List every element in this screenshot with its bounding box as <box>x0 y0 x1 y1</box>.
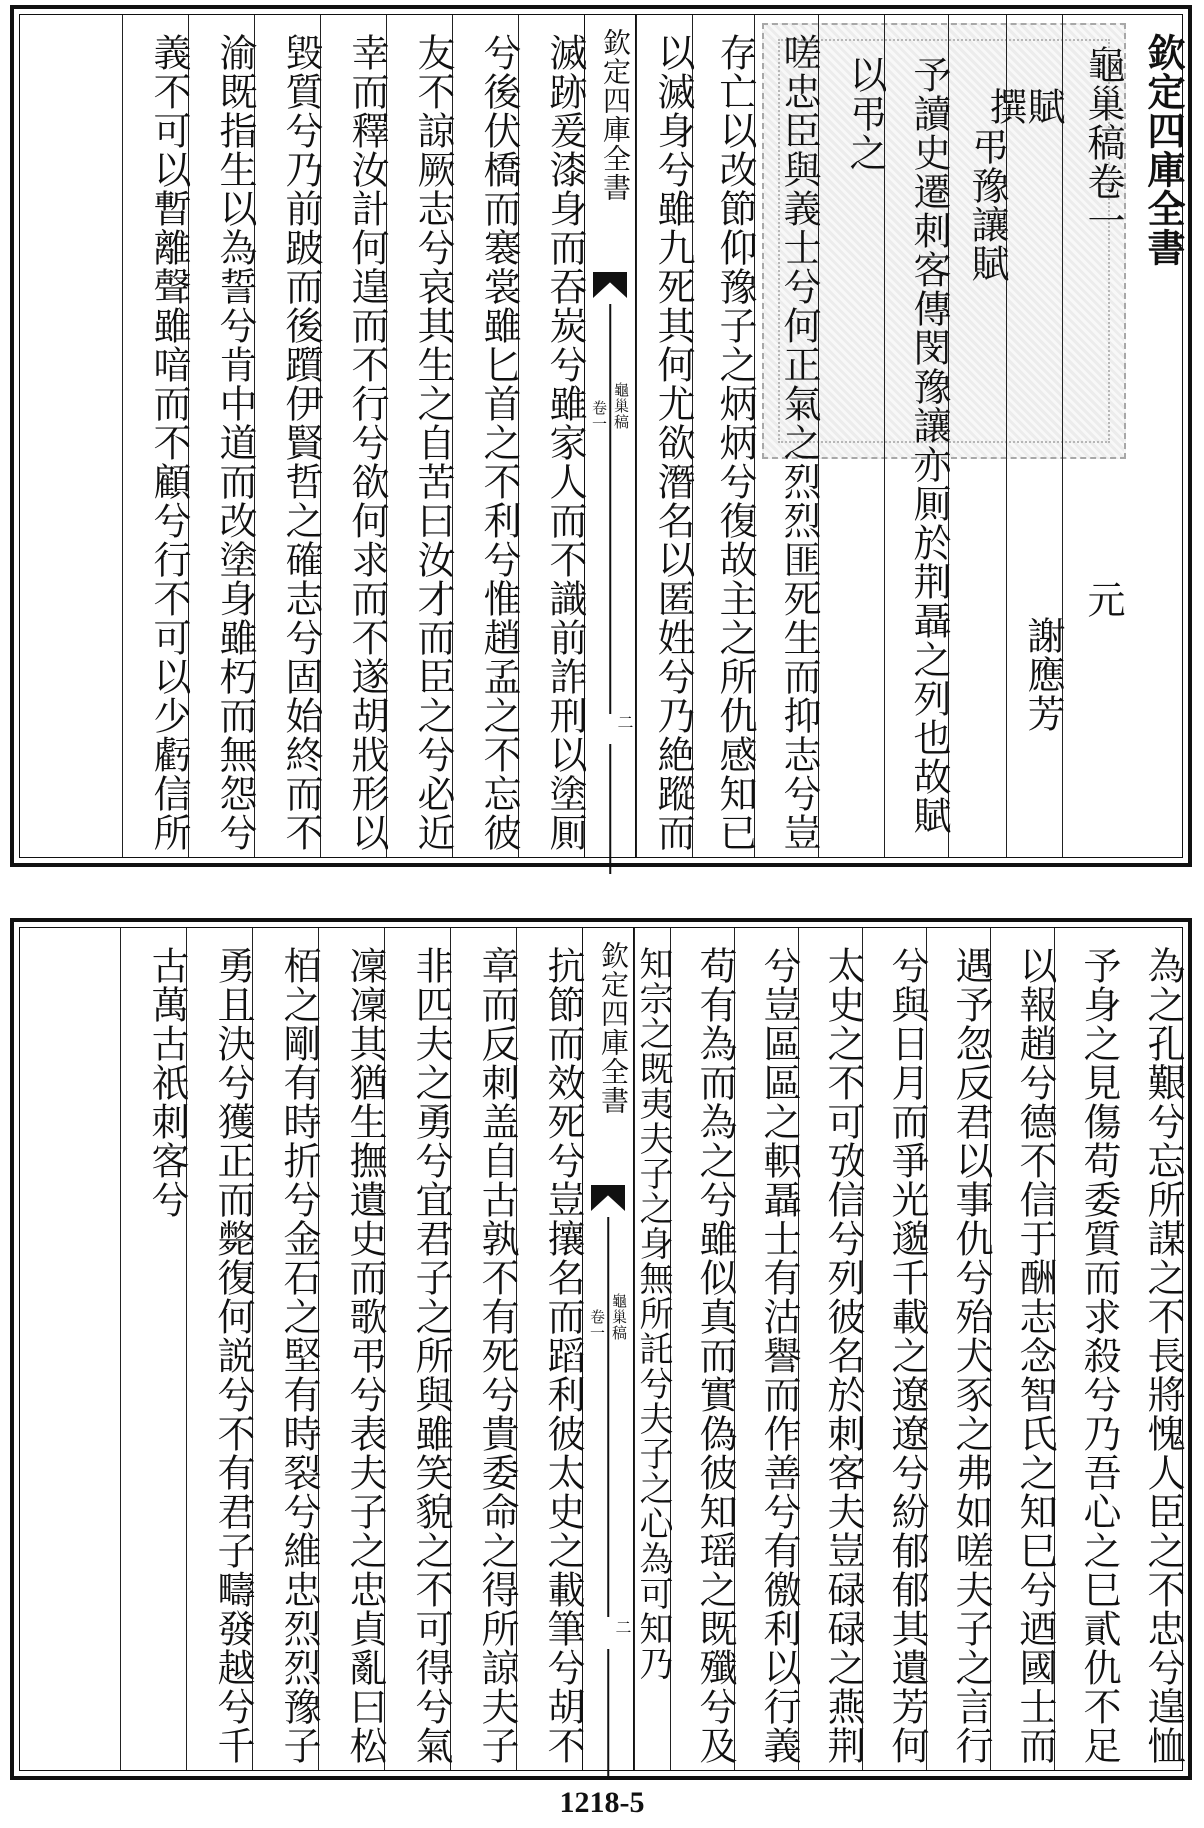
text-column: 渝既指生以為誓兮肯中道而改塗身雖朽而無怨兮 <box>188 15 254 857</box>
banner-lower-rule <box>609 744 611 874</box>
banner-page-number: 二 <box>615 714 634 730</box>
top-page-frame <box>19 14 1186 858</box>
text-column: 非匹夫之勇兮宜君子之所與雖笑貌之不可得兮氣 <box>384 928 450 1770</box>
text-column: 存亡以改節仰豫子之炳炳兮復故主之所仇感知已 <box>692 15 754 857</box>
text-column: 知宗之既夷夫子之身無所託兮夫子之心為可知乃 <box>634 928 670 1770</box>
text-column: 勇且決兮獲正而斃復何説兮不有君子疇發越兮千 <box>186 928 252 1770</box>
bottom-text-columns <box>20 928 1185 1770</box>
banner-collection-title: 欽定四庫全書 <box>597 941 630 1115</box>
poem-title: 弔豫讓賦 <box>948 15 1006 857</box>
banner-page-number: 二 <box>613 1619 632 1635</box>
text-column: 苟有為而為之兮雖似真而實偽彼知瑶之既殲兮及 <box>670 928 734 1770</box>
top-fold-banner <box>584 14 636 858</box>
text-column: 義不可以暫離聲雖喑而不顧兮行不可以少虧信所 <box>122 15 188 857</box>
text-column: 抗節而效死兮豈攘名而蹈利彼太史之載筆兮胡不 <box>516 928 582 1770</box>
banner-volume: 卷一 <box>588 1309 606 1341</box>
text-column: 滅跡爰漆身而吞炭兮雖家人而不識前詐刑以塗厠 <box>518 15 584 857</box>
volume-title-text: 龜巢稿卷一 <box>1081 45 1125 240</box>
header-collection-title: 欽定四庫全書 <box>1141 33 1186 267</box>
text-column: 遇予忽反君以事仇兮殆犬豕之弗如嗟夫子之言行 <box>926 928 990 1770</box>
author-dynasty: 元 <box>1081 580 1125 619</box>
text-column: 古萬古祇刺客兮 <box>120 928 186 1770</box>
text-column: 予身之見傷苟委質而求殺兮乃吾心之巳貳仇不足 <box>1054 928 1118 1770</box>
text-column: 以滅身兮雖九死其何尤欲潛名以匿姓兮乃絶蹤而 <box>636 15 692 857</box>
text-column: 太史之不可攷信兮列彼名於刺客夫豈碌碌之燕荆 <box>798 928 862 1770</box>
banner-center-rule <box>609 304 611 714</box>
text-column: 幸而釋汝計何遑而不行兮欲何求而不遂胡戕形以 <box>320 15 386 857</box>
volume-title <box>1062 15 1125 857</box>
author-name: 謝應芳 <box>1021 616 1065 733</box>
banner-book-title: 龜巢稿 <box>610 1293 628 1341</box>
text-column: 以報趙兮德不信于酬志念智氏之知巳兮迺國士而 <box>990 928 1054 1770</box>
banner-collection-title: 欽定四庫全書 <box>599 28 632 202</box>
text-column: 栢之剛有時折兮金石之堅有時裂兮維忠烈烈豫子 <box>252 928 318 1770</box>
fish-tail-mark-icon <box>593 272 627 298</box>
text-column: 嗟忠臣與義士兮何正氣之烈烈匪死生而抑志兮豈 <box>754 15 818 857</box>
bottom-page-frame <box>19 927 1183 1771</box>
text-column: 為之孔艱兮忘所謀之不長將愧人臣之不忠兮遑恤 <box>1141 946 1185 1765</box>
banner-center-rule <box>607 1217 609 1617</box>
fish-tail-mark-icon <box>591 1185 625 1211</box>
text-column: 友不諒厥志兮哀其生之自苦曰汝才而臣之兮必近 <box>386 15 452 857</box>
bottom-fold-banner <box>582 927 634 1771</box>
text-column: 章而反刺盖自古孰不有死兮貴委命之得所諒夫子 <box>450 928 516 1770</box>
text-column: 兮後伏橋而褰裳雖匕首之不利兮惟趙孟之不忘彼 <box>452 15 518 857</box>
preface-line-2: 以弔之 <box>818 15 884 857</box>
top-page <box>10 5 1192 867</box>
page-reference-code: 1218-5 <box>559 1786 645 1819</box>
text-column: 兮豈區區之軹聶士有沽譽而作善兮有徼利以行義 <box>734 928 798 1770</box>
preface-line-1: 予讀史遷刺客傳閔豫讓亦厠於荆聶之列也故賦 <box>884 15 948 857</box>
genre-heading-text: 賦 <box>1021 87 1065 126</box>
text-column: 凜凜其猶生撫遺史而歌弔兮表夫子之忠貞亂曰松 <box>318 928 384 1770</box>
banner-book-title: 龜巢稿 <box>612 382 630 430</box>
banner-lower-rule <box>607 1649 609 1779</box>
text-column: 毀質兮乃前跛而後躓伊賢哲之確志兮固始終而不 <box>254 15 320 857</box>
author-role: 撰 <box>983 87 1027 126</box>
text-column: 兮與日月而爭光邈千載之遼遼兮紛郁郁其遺芳何 <box>862 928 926 1770</box>
bottom-page <box>10 918 1192 1780</box>
banner-volume: 卷一 <box>590 400 608 432</box>
top-text-columns <box>20 15 1186 857</box>
